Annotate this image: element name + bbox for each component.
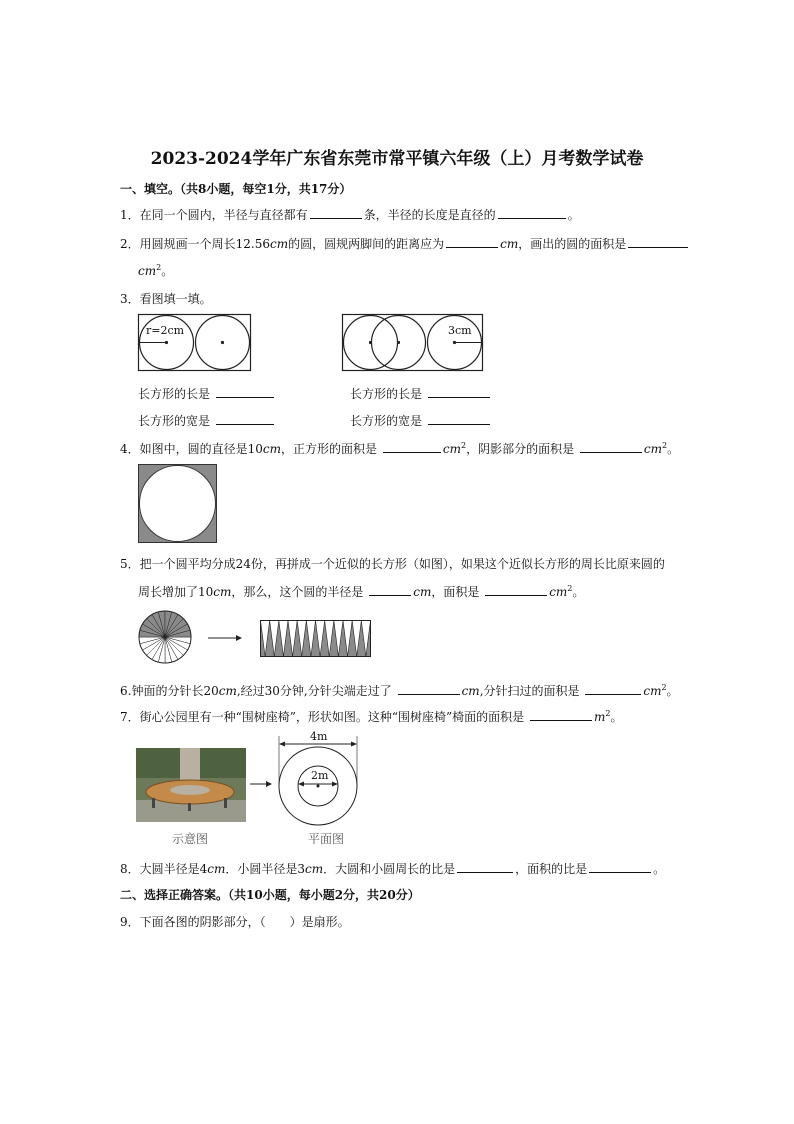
q3-left-width: 长方形的宽是 <box>138 412 276 429</box>
answer-blank[interactable] <box>383 440 441 453</box>
answer-blank[interactable] <box>485 583 547 596</box>
question-5-line-1: 5．把一个圆平均分成24份，再拼成一个近似的长方形（如图），如果这个近似长方形的周长比原来圆的 <box>120 557 665 571</box>
answer-blank[interactable] <box>530 708 592 721</box>
inner-diameter-label: 2m <box>311 769 329 782</box>
center-dot <box>397 341 400 344</box>
figure-two-circles-rectangle <box>138 314 252 372</box>
center-dot <box>317 785 320 788</box>
question-2: 2．用圆规画一个周长12.56cm的圆，圆规两脚间的距离应为 cm，画出的圆的面积是 <box>120 235 690 252</box>
q3-left-length: 长方形的长是 <box>138 385 276 402</box>
figure-ring-plan <box>274 728 362 826</box>
answer-blank[interactable] <box>398 682 460 695</box>
answer-blank[interactable] <box>628 235 688 248</box>
arrow-head <box>236 635 242 641</box>
caption-plan: 平面图 <box>308 832 345 846</box>
q3-right-length: 长方形的长是 <box>350 385 492 402</box>
answer-blank[interactable] <box>216 385 274 398</box>
bench-leg <box>152 798 155 808</box>
answer-blank[interactable] <box>310 206 362 219</box>
answer-blank[interactable] <box>428 412 490 425</box>
answer-blank[interactable] <box>585 682 641 695</box>
question-5-line-2: 周长增加了10cm，那么，这个圆的半径是 cm，面积是 $cm^2$。 <box>138 584 585 599</box>
answer-blank[interactable] <box>369 583 411 596</box>
answer-blank[interactable] <box>498 206 566 219</box>
bench-leg <box>224 798 227 808</box>
answer-blank[interactable] <box>216 412 274 425</box>
approx-rectangle <box>261 621 371 657</box>
section-2-heading: 二、选择正确答案。（共10小题，每小题2分，共20分） <box>120 888 420 902</box>
inscribed-circle <box>140 466 216 542</box>
radius-label: 3cm <box>448 324 472 337</box>
question-4: 4．如图中，圆的直径是10cm，正方形的面积是 $cm^2$，阴影部分的面积是 $cm^2$。 <box>120 441 680 456</box>
page-title: 2023-2024学年广东省东莞市常平镇六年级（上）月考数学试卷 <box>150 149 644 169</box>
q3-right-width: 长方形的宽是 <box>350 412 492 429</box>
question-2-unit: $cm^2$。 <box>138 263 174 278</box>
figure-three-circles-rectangle <box>342 314 484 372</box>
bench-inner <box>170 785 210 795</box>
question-8: 8．大圆半径是4cm．小圆半径是3cm．大圆和小圆周长的比是 ，面积的比是 。 <box>120 862 666 876</box>
answer-blank[interactable] <box>589 860 651 873</box>
section-1-heading: 一、填空。（共8小题，每空1分，共17分） <box>120 182 352 196</box>
figure-circle-in-square <box>138 464 218 544</box>
figure-circle-sectors-to-rectangle <box>138 610 372 666</box>
center-dot <box>221 341 224 344</box>
bench-leg <box>188 803 191 811</box>
question-6: 6.钟面的分针长20cm,经过30分钟,分针尖端走过了 cm,分针扫过的面积是 $cm^2$。 <box>120 683 679 698</box>
question-1: 1．在同一个圆内，半径与直径都有 条，半径的长度是直径的 。 <box>120 208 580 222</box>
answer-blank[interactable] <box>457 860 513 873</box>
outer-diameter-label: 4m <box>310 730 328 743</box>
radius-label: r=2cm <box>146 324 185 337</box>
figure-tree-bench-photo <box>136 748 246 822</box>
center-dot <box>165 341 168 344</box>
figure-arrow <box>250 780 276 788</box>
caption-photo: 示意图 <box>172 832 209 846</box>
question-9: 9．下面各图的阴影部分，（ ）是扇形。 <box>120 915 350 929</box>
question-3: 3．看图填一填。 <box>120 292 212 306</box>
answer-blank[interactable] <box>446 235 498 248</box>
answer-blank[interactable] <box>580 440 642 453</box>
center-dot <box>453 341 456 344</box>
answer-blank[interactable] <box>428 385 490 398</box>
question-7: 7．街心公园里有一种“围树座椅”，形状如图。这种“围树座椅”椅面的面积是 $m^2$。 <box>120 709 623 724</box>
center-dot <box>369 341 372 344</box>
